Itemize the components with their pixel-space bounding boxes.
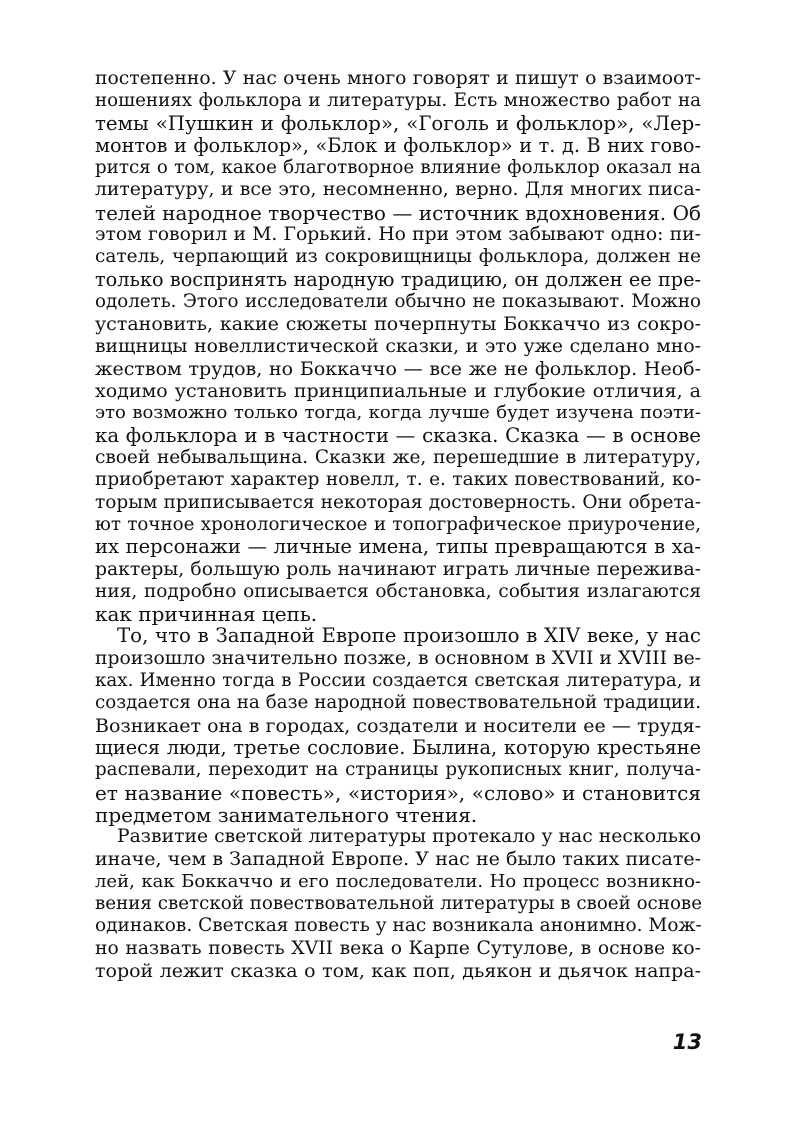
text-line: ках. Именно тогда в России создается светская литература, и [95, 670, 701, 692]
text-line: рактеры, большую роль начинают играть личные пережива- [95, 558, 701, 580]
text-line: вищницы новеллистической сказки, и это уже сделано мно- [95, 335, 701, 357]
text-line: как причинная цепь. [95, 602, 318, 627]
text-line: установить, какие сюжеты почерпнуты Боккаччо из сокро- [95, 313, 701, 336]
text-line: ет название «повесть», «история», «слово» и становится [95, 780, 701, 805]
text-line: приобретают характер новелл, т. е. таких повествований, ко- [95, 469, 701, 491]
text-line: жеством трудов, но Боккаччо — все же не фольклор. Необ- [95, 357, 701, 380]
text-line: постепенно. У нас очень много говорят и пишут о взаимоот- [95, 68, 701, 89]
text-line: создается она на базе народной повествовательной традиции. [95, 692, 701, 714]
text-line: литературу, и все это, несомненно, верно. Для многих писа- [95, 179, 701, 201]
text-line: этом говорил и М. Горький. Но при этом забывают одно: пи- [95, 224, 701, 246]
text-line: их персонажи — личные имена, типы превращаются в ха- [95, 535, 701, 559]
text-line: ют точное хронологическое и топографическое приурочение, [95, 513, 701, 535]
text-line: торым приписывается некоторая достоверность. Они обрета- [95, 491, 701, 513]
text-line: одолеть. Этого исследователи обычно не показывают. Можно [95, 290, 701, 312]
text-line: ходимо установить принципиальные и глубокие отличия, а [95, 380, 701, 403]
text-line: ния, подробно описывается обстановка, события излагаются [95, 580, 701, 602]
text-line: одинаков. Светская повесть у нас возникала анонимно. Мож- [95, 915, 702, 937]
text-line: щиеся люди, третье сословие. Былина, которую крестьяне [95, 735, 701, 759]
text-line: ка фольклора и в частности — сказка. Сказка — в основе [95, 423, 701, 447]
text-line: темы «Пушкин и фольклор», «Гоголь и фольклор», «Лер- [95, 111, 701, 135]
text-line: иначе, чем в Западной Европе. У нас не было таких писате- [95, 848, 701, 871]
page-number: 13 [672, 1030, 702, 1054]
page-body [95, 68, 701, 982]
text-line: вения светской повествовательной литературы в своей основе [95, 892, 703, 914]
text-line: Возникает она в городах, создатели и носители ее — трудя- [95, 714, 701, 737]
text-line: рится о том, какое благотворное влияние фольклор оказал на [95, 157, 701, 179]
text-line: это возможно только тогда, когда лучше будет изучена поэти- [95, 402, 701, 424]
text-line: произошло значительно позже, в основном в XVII и XVIII ве- [95, 647, 701, 669]
paragraph-2 [95, 625, 701, 826]
text-line: То, что в Западной Европе произошло в XIV веке, у нас [117, 624, 701, 648]
text-line: своей небывальщина. Сказки же, перешедшие в литературу, [95, 447, 701, 469]
text-line: сатель, черпающий из сокровищницы фольклора, должен не [95, 246, 701, 268]
paragraph-1 [95, 68, 701, 625]
paragraph-3 [95, 826, 701, 982]
text-line: торой лежит сказка о том, как поп, дьякон и дьячок напра- [95, 959, 701, 982]
text-line: телей народное творчество — источник вдохновения. Об [95, 200, 701, 225]
text-line: но назвать повесть XVII века о Карпе Сутулове, в основе ко- [95, 937, 701, 959]
text-line: ношениях фольклора и литературы. Есть множество работ на [95, 90, 701, 112]
text-line: Развитие светской литературы протекало у нас несколько [117, 826, 701, 848]
text-line: распевали, переходит на страницы рукописных книг, получа- [95, 759, 701, 781]
text-line: лей, как Боккаччо и его последователи. Но процесс возникно- [95, 870, 701, 892]
text-line: предметом занимательного чтения. [95, 802, 478, 827]
text-line: только воспринять народную традицию, он должен ее пре- [95, 267, 701, 291]
text-line: монтов и фольклор», «Блок и фольклор» и т. д. В них гово- [95, 133, 701, 157]
